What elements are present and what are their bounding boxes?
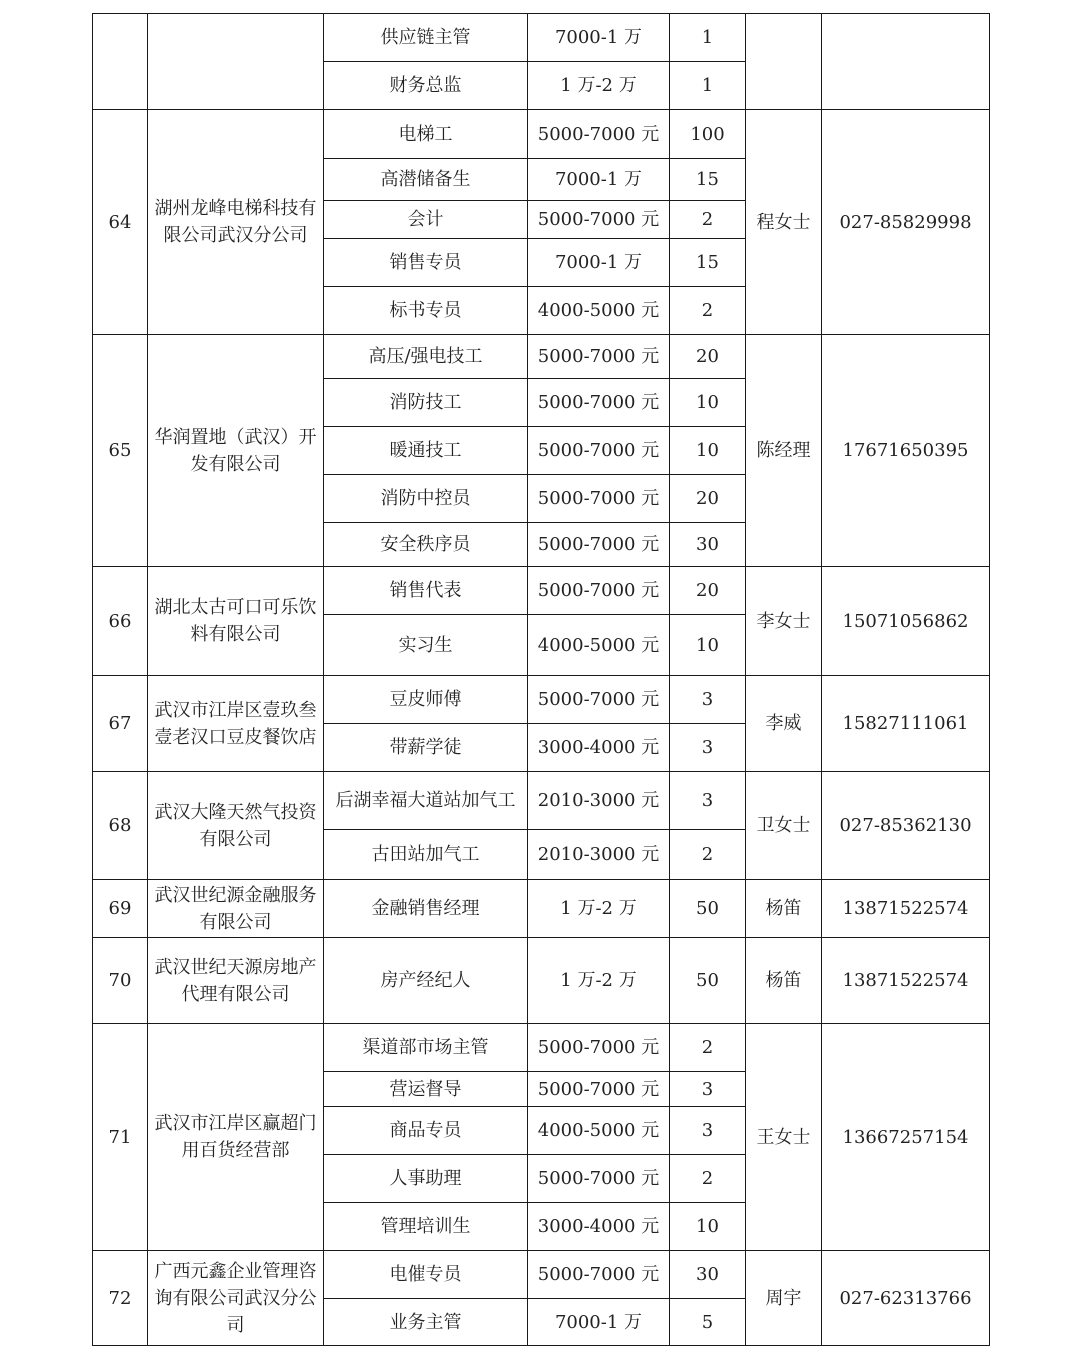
position-title: 暖通技工 xyxy=(324,427,528,475)
contact-phone: 027-85362130 xyxy=(822,772,990,880)
headcount: 2 xyxy=(670,287,746,335)
headcount: 3 xyxy=(670,1072,746,1107)
headcount: 2 xyxy=(670,201,746,239)
contact-person: 周宇 xyxy=(746,1251,822,1346)
position-title: 销售代表 xyxy=(324,567,528,615)
position-title: 会计 xyxy=(324,201,528,239)
contact-person: 陈经理 xyxy=(746,335,822,567)
contact-phone: 13871522574 xyxy=(822,880,990,938)
headcount: 100 xyxy=(670,110,746,159)
position-title: 商品专员 xyxy=(324,1107,528,1155)
company-number: 70 xyxy=(93,938,148,1024)
contact-person: 李女士 xyxy=(746,567,822,676)
headcount: 1 xyxy=(670,62,746,110)
headcount: 2 xyxy=(670,830,746,880)
salary-range: 5000-7000 元 xyxy=(528,523,670,567)
table-row xyxy=(93,335,990,379)
contact-person: 杨笛 xyxy=(746,938,822,1024)
headcount: 50 xyxy=(670,880,746,938)
company-number: 69 xyxy=(93,880,148,938)
contact-phone: 15827111061 xyxy=(822,676,990,772)
position-title: 豆皮师傅 xyxy=(324,676,528,724)
table-row xyxy=(93,110,990,159)
contact-phone: 15071056862 xyxy=(822,567,990,676)
position-title: 业务主管 xyxy=(324,1299,528,1346)
company-name: 武汉世纪天源房地产代理有限公司 xyxy=(148,938,324,1024)
company-name: 广西元鑫企业管理咨询有限公司武汉分公司 xyxy=(148,1251,324,1346)
contact-phone: 027-62313766 xyxy=(822,1251,990,1346)
salary-range: 7000-1 万 xyxy=(528,159,670,201)
position-title: 安全秩序员 xyxy=(324,523,528,567)
job-table-body xyxy=(93,14,990,1346)
contact-person: 杨笛 xyxy=(746,880,822,938)
job-listing-table xyxy=(92,13,990,1346)
contact-person: 卫女士 xyxy=(746,772,822,880)
headcount: 1 xyxy=(670,14,746,62)
salary-range: 5000-7000 元 xyxy=(528,475,670,523)
company-name: 湖北太古可口可乐饮料有限公司 xyxy=(148,567,324,676)
company-number: 65 xyxy=(93,335,148,567)
salary-range: 5000-7000 元 xyxy=(528,110,670,159)
contact-phone: 13871522574 xyxy=(822,938,990,1024)
salary-range: 5000-7000 元 xyxy=(528,427,670,475)
position-title: 房产经纪人 xyxy=(324,938,528,1024)
company-name: 华润置地（武汉）开发有限公司 xyxy=(148,335,324,567)
salary-range: 1 万-2 万 xyxy=(528,62,670,110)
salary-range: 5000-7000 元 xyxy=(528,201,670,239)
headcount: 10 xyxy=(670,379,746,427)
salary-range: 5000-7000 元 xyxy=(528,1251,670,1299)
headcount: 20 xyxy=(670,475,746,523)
company-name: 湖州龙峰电梯科技有限公司武汉分公司 xyxy=(148,110,324,335)
position-title: 古田站加气工 xyxy=(324,830,528,880)
headcount: 20 xyxy=(670,567,746,615)
headcount: 5 xyxy=(670,1299,746,1346)
company-name: 武汉大隆天然气投资有限公司 xyxy=(148,772,324,880)
headcount: 30 xyxy=(670,523,746,567)
company-number: 71 xyxy=(93,1024,148,1251)
company-number: 72 xyxy=(93,1251,148,1346)
headcount: 2 xyxy=(670,1024,746,1072)
salary-range: 7000-1 万 xyxy=(528,1299,670,1346)
headcount: 15 xyxy=(670,159,746,201)
headcount: 3 xyxy=(670,676,746,724)
position-title: 人事助理 xyxy=(324,1155,528,1203)
position-title: 渠道部市场主管 xyxy=(324,1024,528,1072)
company-name: 武汉市江岸区壹玖叁壹老汉口豆皮餐饮店 xyxy=(148,676,324,772)
contact-phone: 13667257154 xyxy=(822,1024,990,1251)
company-number: 64 xyxy=(93,110,148,335)
position-title: 财务总监 xyxy=(324,62,528,110)
salary-range: 1 万-2 万 xyxy=(528,938,670,1024)
table-row xyxy=(93,14,990,62)
salary-range: 5000-7000 元 xyxy=(528,1155,670,1203)
headcount: 10 xyxy=(670,1203,746,1251)
salary-range: 5000-7000 元 xyxy=(528,379,670,427)
salary-range: 7000-1 万 xyxy=(528,14,670,62)
position-title: 供应链主管 xyxy=(324,14,528,62)
position-title: 带薪学徒 xyxy=(324,724,528,772)
headcount: 15 xyxy=(670,239,746,287)
table-row xyxy=(93,1024,990,1072)
salary-range: 2010-3000 元 xyxy=(528,830,670,880)
headcount: 10 xyxy=(670,615,746,676)
position-title: 高压/强电技工 xyxy=(324,335,528,379)
headcount: 10 xyxy=(670,427,746,475)
salary-range: 5000-7000 元 xyxy=(528,335,670,379)
contact-person: 王女士 xyxy=(746,1024,822,1251)
salary-range: 5000-7000 元 xyxy=(528,1072,670,1107)
salary-range: 5000-7000 元 xyxy=(528,1024,670,1072)
salary-range: 2010-3000 元 xyxy=(528,772,670,830)
contact-person xyxy=(746,14,822,110)
salary-range: 5000-7000 元 xyxy=(528,567,670,615)
headcount: 3 xyxy=(670,772,746,830)
table-row xyxy=(93,1251,990,1299)
salary-range: 3000-4000 元 xyxy=(528,1203,670,1251)
position-title: 电梯工 xyxy=(324,110,528,159)
position-title: 消防技工 xyxy=(324,379,528,427)
salary-range: 4000-5000 元 xyxy=(528,1107,670,1155)
position-title: 电催专员 xyxy=(324,1251,528,1299)
salary-range: 5000-7000 元 xyxy=(528,676,670,724)
headcount: 20 xyxy=(670,335,746,379)
contact-phone: 17671650395 xyxy=(822,335,990,567)
table-row xyxy=(93,880,990,938)
position-title: 销售专员 xyxy=(324,239,528,287)
position-title: 营运督导 xyxy=(324,1072,528,1107)
company-number: 68 xyxy=(93,772,148,880)
table-row xyxy=(93,676,990,724)
salary-range: 7000-1 万 xyxy=(528,239,670,287)
salary-range: 4000-5000 元 xyxy=(528,287,670,335)
company-name xyxy=(148,14,324,110)
position-title: 后湖幸福大道站加气工 xyxy=(324,772,528,830)
table-row xyxy=(93,567,990,615)
contact-person: 程女士 xyxy=(746,110,822,335)
table-row xyxy=(93,772,990,830)
salary-range: 4000-5000 元 xyxy=(528,615,670,676)
position-title: 金融销售经理 xyxy=(324,880,528,938)
headcount: 3 xyxy=(670,724,746,772)
salary-range: 1 万-2 万 xyxy=(528,880,670,938)
headcount: 2 xyxy=(670,1155,746,1203)
contact-person: 李威 xyxy=(746,676,822,772)
position-title: 实习生 xyxy=(324,615,528,676)
position-title: 消防中控员 xyxy=(324,475,528,523)
contact-phone: 027-85829998 xyxy=(822,110,990,335)
company-number xyxy=(93,14,148,110)
headcount: 50 xyxy=(670,938,746,1024)
company-name: 武汉世纪源金融服务有限公司 xyxy=(148,880,324,938)
position-title: 管理培训生 xyxy=(324,1203,528,1251)
position-title: 标书专员 xyxy=(324,287,528,335)
company-name: 武汉市江岸区赢超门用百货经营部 xyxy=(148,1024,324,1251)
salary-range: 3000-4000 元 xyxy=(528,724,670,772)
headcount: 3 xyxy=(670,1107,746,1155)
headcount: 30 xyxy=(670,1251,746,1299)
position-title: 高潜储备生 xyxy=(324,159,528,201)
company-number: 67 xyxy=(93,676,148,772)
contact-phone xyxy=(822,14,990,110)
table-row xyxy=(93,938,990,1024)
company-number: 66 xyxy=(93,567,148,676)
